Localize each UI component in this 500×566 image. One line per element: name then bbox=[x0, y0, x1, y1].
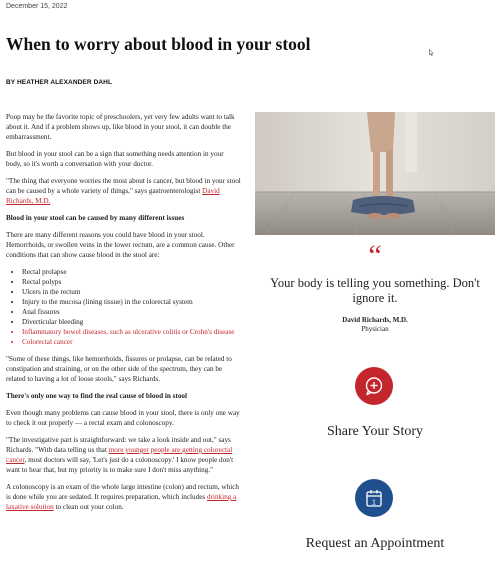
pull-quote: Your body is telling you something. Don't ignore it. bbox=[270, 276, 480, 305]
paragraph: Poop may be the favorite topic of preschoolers, yet very few adults want to talk about it. And if a problem shows up, like blood in your stool, it can double the embarrassment. bbox=[6, 113, 235, 141]
author-byline: BY HEATHER ALEXANDER DAHL bbox=[6, 79, 113, 86]
paragraph: "The investigative part is straightforward: we take a look inside and out," says Richards. "With data telling us that more younger people are getting colorectal cancer, most doctors will say, 'Let's just do a colonoscopy.' I know people don't want to hear that, but my priority is to make sure I don't miss anything." bbox=[6, 436, 234, 474]
share-story-button[interactable] bbox=[355, 367, 393, 405]
article-body bbox=[6, 112, 241, 519]
ibd-link[interactable]: Inflammatory bowel diseases, such as ulcerative colitis or Crohn's disease bbox=[22, 328, 235, 336]
page-title: When to worry about blood in your stool bbox=[6, 34, 311, 54]
request-appointment-link[interactable]: Request an Appointment bbox=[305, 536, 445, 551]
paragraph: Even though many problems can cause blood in your stool, there is only one way to check it out properly — a rectal exam and colonoscopy. bbox=[6, 409, 240, 427]
bathroom-photo-image bbox=[255, 112, 495, 235]
article-date: December 15, 2022 bbox=[6, 3, 68, 10]
list-item: • Anal fissures bbox=[22, 307, 241, 317]
colorectal-cancer-link[interactable]: Colorectal cancer bbox=[22, 338, 73, 346]
list-item: • Rectal polyps bbox=[22, 277, 241, 287]
paragraph: A colonoscopy is an exam of the whole large intestine (colon) and rectum, which is done while you are sedated. It requires preparation, which includes drinking a laxative solution to clean out your colon. bbox=[6, 483, 239, 511]
list-item bbox=[22, 327, 241, 337]
list-item bbox=[22, 337, 241, 347]
section-heading: There's only one way to find the real cause of blood in stool bbox=[6, 392, 188, 400]
list-item: • Injury to the mucosa (lining tissue) in the colorectal system bbox=[22, 297, 241, 307]
quote-author-role: Physician bbox=[361, 325, 389, 333]
share-story-link[interactable]: Share Your Story bbox=[326, 424, 424, 439]
request-appointment-button[interactable] bbox=[355, 479, 393, 517]
calendar-icon bbox=[363, 487, 385, 509]
conditions-list bbox=[6, 267, 241, 347]
younger-people-cancer-link[interactable]: more younger people are getting colorectal cancer bbox=[6, 446, 233, 464]
calendar-day-number: 1 bbox=[371, 497, 377, 507]
list-item: • Rectal prolapse bbox=[22, 267, 241, 277]
quote-mark-icon: “ bbox=[368, 239, 382, 272]
quote-author: David Richards, M.D. bbox=[342, 316, 408, 324]
paragraph: "Some of these things, like hemorrhoids, fissures or prolapse, can be related to constipation and straining, or on the other side of the spectrum, they can be related to having a lot of loose stools," says Richards. bbox=[6, 355, 232, 383]
paragraph: There are many different reasons you could have blood in your stool. Hemorrhoids, or swollen veins in the lower rectum, are a common cause. Other conditions that can show cause blood in the stool are: bbox=[6, 231, 235, 259]
paragraph: But blood in your stool can be a sign that something needs attention in your body, so it's worth a conversation with your doctor. bbox=[6, 150, 224, 168]
list-item: • Diverticular bleeding bbox=[22, 317, 241, 327]
chat-bubble-plus-icon bbox=[363, 375, 385, 397]
list-item: • Ulcers in the rectum bbox=[22, 287, 241, 297]
doctor-profile-link[interactable]: David Richards, M.D. bbox=[6, 187, 220, 205]
article-photo bbox=[255, 112, 495, 235]
laxative-solution-link[interactable]: drinking a laxative solution bbox=[6, 493, 237, 511]
mouse-cursor-icon bbox=[429, 49, 434, 56]
paragraph: "The thing that everyone worries the most about is cancer, but blood in your stool can be caused by a whole variety of things," says gastroenterologist David Richards, M.D. bbox=[6, 177, 241, 205]
section-heading: Blood in your stool can be caused by many different issues bbox=[6, 214, 185, 222]
